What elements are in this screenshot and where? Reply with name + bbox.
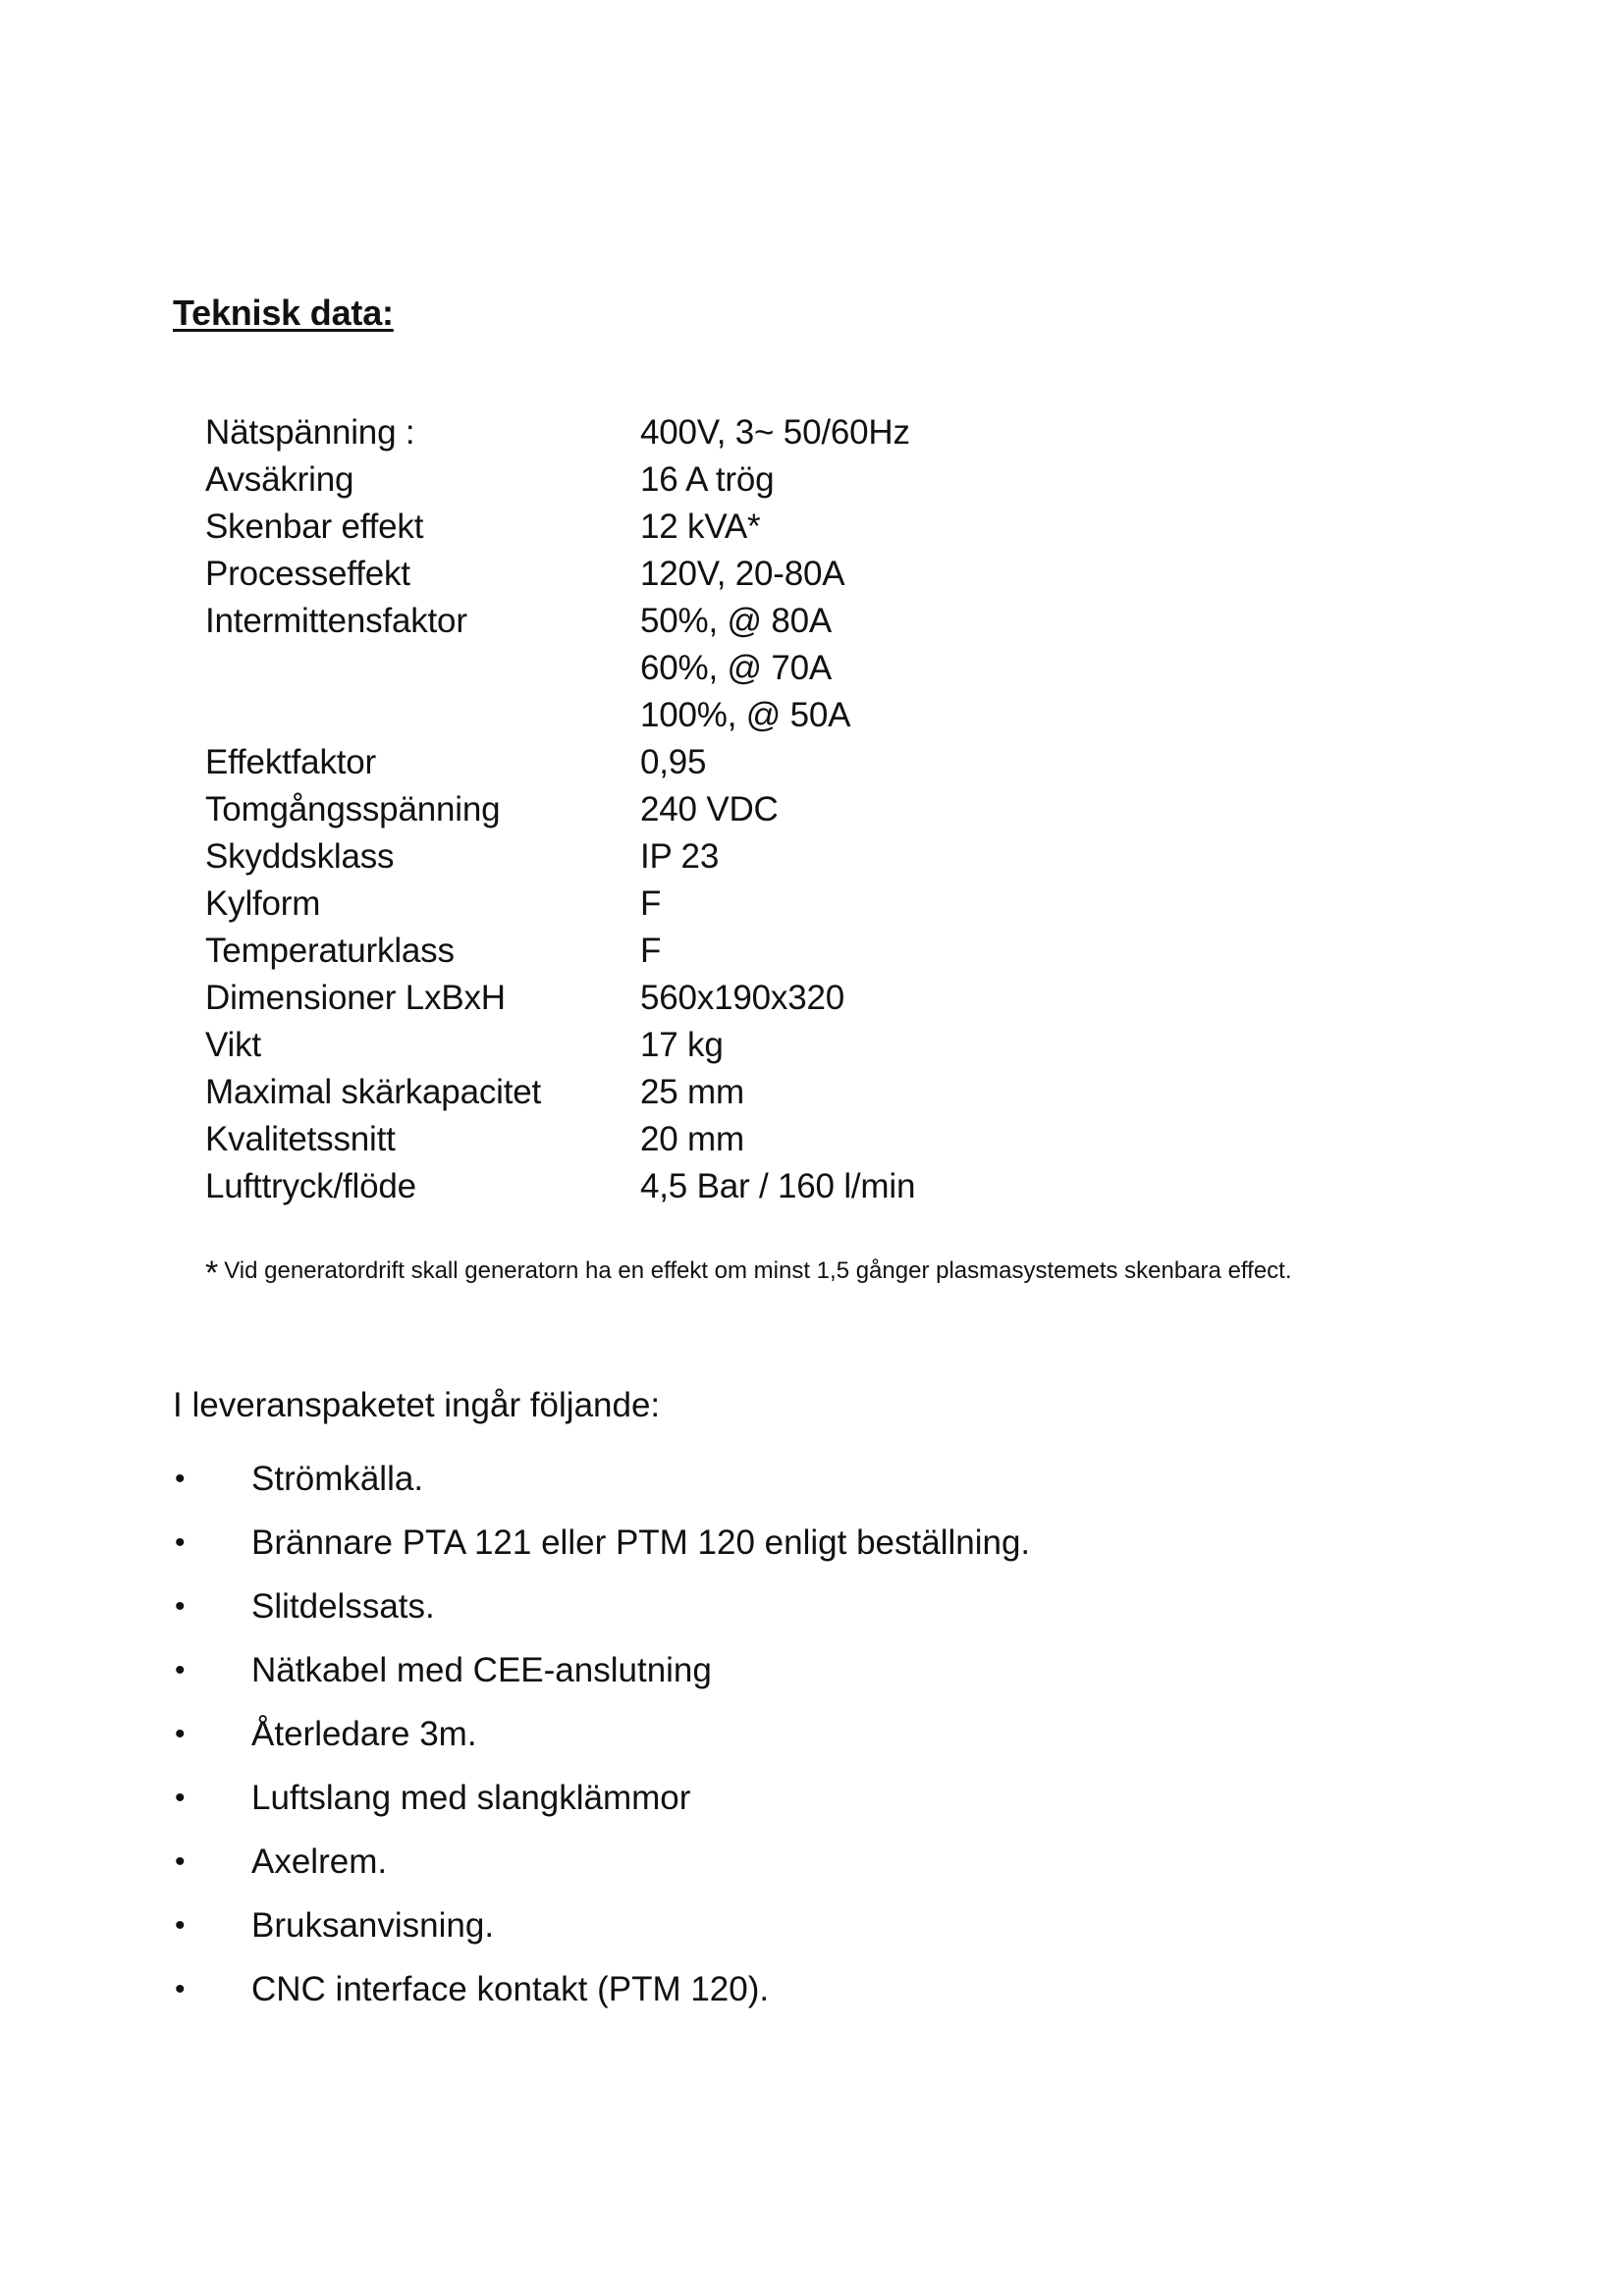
spec-row (205, 881, 1089, 928)
spec-value: F (640, 884, 662, 923)
section-heading: Teknisk data: (173, 293, 394, 333)
spec-label: Skenbar effekt (205, 507, 424, 546)
spec-row (205, 975, 1089, 1022)
list-item (173, 1894, 1030, 1957)
bullet-icon: • (175, 1717, 186, 1750)
list-item-text: Strömkälla. (251, 1459, 424, 1498)
list-item (173, 1830, 1030, 1894)
spec-row (205, 645, 1089, 692)
spec-row (205, 739, 1089, 786)
spec-label: Vikt (205, 1026, 261, 1064)
spec-label: Intermittensfaktor (205, 602, 467, 640)
spec-value: IP 23 (640, 837, 720, 876)
spec-value: 60%, @ 70A (640, 649, 833, 687)
spec-row (205, 692, 1089, 739)
spec-row (205, 928, 1089, 975)
spec-value: 50%, @ 80A (640, 602, 833, 640)
bullet-icon: • (175, 1462, 186, 1495)
spec-row (205, 833, 1089, 881)
spec-value: 16 A trög (640, 460, 775, 499)
spec-label: Effektfaktor (205, 743, 376, 781)
spec-table (205, 409, 1089, 1210)
footnote-marker: * (205, 1255, 219, 1292)
list-item (173, 1702, 1030, 1766)
spec-label: Avsäkring (205, 460, 354, 499)
bullet-icon: • (175, 1781, 186, 1814)
list-item-text: CNC interface kontakt (PTM 120). (251, 1969, 770, 2008)
list-item-text: Bruksanvisning. (251, 1905, 495, 1945)
spec-label: Temperaturklass (205, 932, 455, 970)
bullet-icon: • (175, 1844, 186, 1878)
list-item-text: Nätkabel med CEE-anslutning (251, 1650, 712, 1689)
spec-row (205, 456, 1089, 504)
list-item-text: Luftslang med slangklämmor (251, 1778, 691, 1817)
list-item (173, 1957, 1030, 2021)
spec-row (205, 1022, 1089, 1069)
spec-label: Dimensioner LxBxH (205, 979, 506, 1017)
delivery-list (173, 1447, 1030, 2021)
spec-label: Skyddsklass (205, 837, 395, 876)
spec-value: 12 kVA* (640, 507, 761, 546)
spec-label: Processeffekt (205, 555, 410, 593)
list-item-text: Slitdelssats. (251, 1586, 435, 1626)
spec-label: Kylform (205, 884, 321, 923)
spec-value: 120V, 20-80A (640, 555, 845, 593)
spec-row (205, 598, 1089, 645)
spec-row (205, 1116, 1089, 1163)
spec-value: 25 mm (640, 1073, 744, 1111)
spec-label: Maximal skärkapacitet (205, 1073, 542, 1111)
list-item (173, 1766, 1030, 1830)
spec-value: 0,95 (640, 743, 707, 781)
spec-value: 560x190x320 (640, 979, 844, 1017)
spec-label: Nätspänning : (205, 413, 415, 452)
list-item (173, 1447, 1030, 1511)
spec-value: 100%, @ 50A (640, 696, 851, 734)
spec-value: 20 mm (640, 1120, 744, 1158)
list-item (173, 1575, 1030, 1638)
spec-label: Tomgångsspänning (205, 790, 501, 828)
bullet-icon: • (175, 1908, 186, 1942)
bullet-icon: • (175, 1653, 186, 1686)
list-item-text: Axelrem. (251, 1842, 388, 1881)
spec-value: 4,5 Bar / 160 l/min (640, 1167, 916, 1205)
list-item-text: Återledare 3m. (251, 1714, 477, 1753)
spec-row (205, 1163, 1089, 1210)
spec-row (205, 504, 1089, 551)
spec-row (205, 551, 1089, 598)
spec-value: 17 kg (640, 1026, 724, 1064)
spec-row (205, 786, 1089, 833)
spec-row (205, 409, 1089, 456)
delivery-title: I leveranspaketet ingår följande: (173, 1386, 661, 1424)
footnote (205, 1255, 1292, 1293)
list-item (173, 1511, 1030, 1575)
spec-row (205, 1069, 1089, 1116)
spec-value: 240 VDC (640, 790, 779, 828)
list-item-text: Brännare PTA 121 eller PTM 120 enligt beställning. (251, 1522, 1031, 1562)
bullet-icon: • (175, 1525, 186, 1559)
spec-value: F (640, 932, 662, 970)
spec-value: 400V, 3~ 50/60Hz (640, 413, 910, 452)
bullet-icon: • (175, 1589, 186, 1623)
spec-label: Kvalitetssnitt (205, 1120, 396, 1158)
footnote-text: Vid generatordrift skall generatorn ha en effekt om minst 1,5 gånger plasmasystemets skenbara effect. (224, 1257, 1292, 1284)
spec-label: Lufttryck/flöde (205, 1167, 416, 1205)
bullet-icon: • (175, 1972, 186, 2005)
list-item (173, 1638, 1030, 1702)
